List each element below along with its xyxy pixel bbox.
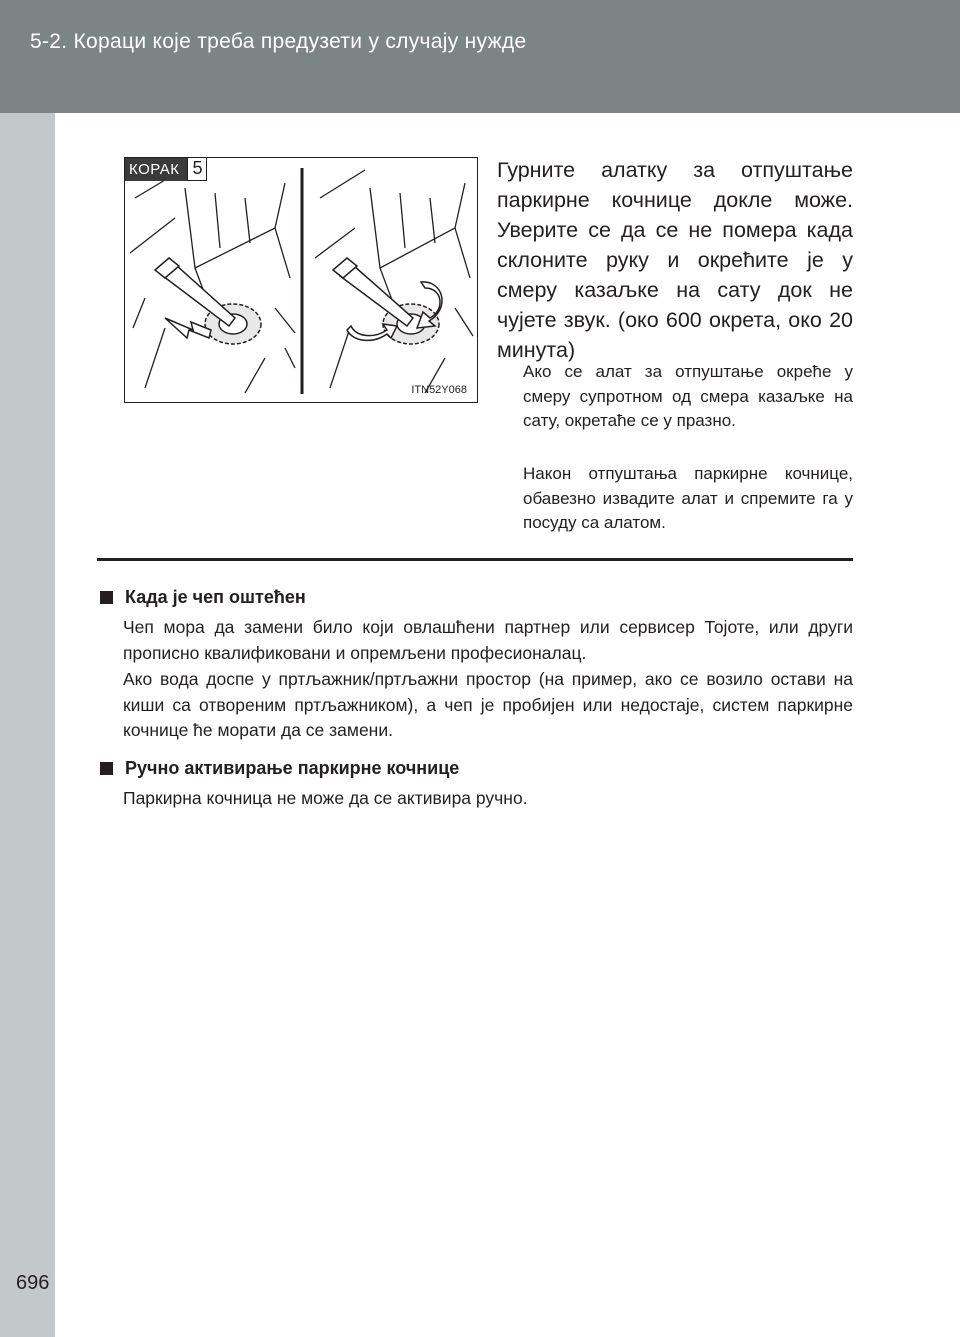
step-illustration xyxy=(124,157,478,403)
section-heading-damaged-plug xyxy=(100,587,306,608)
section-heading-manual-activation xyxy=(100,758,459,779)
step-number: 5 xyxy=(187,158,207,181)
paragraph: Паркирна кочница не може да се активира ручно. xyxy=(123,788,528,808)
step-note-2: Након отпуштања паркирне кочнице, обавезно извадите алат и спремите га у посуду са алатом. xyxy=(523,464,853,532)
arrow-icon xyxy=(165,318,211,338)
figure-code: ITN52Y068 xyxy=(411,384,467,396)
step-instruction: Гурните алатку за отпуштање паркирне кочнице докле може. Уверите се да се не помера када склоните руку и окрећите је у смеру казаљке на сату док не чујете звук. (око 600 окрета, око 20 минута) xyxy=(497,158,853,362)
paragraph: Чеп мора да замени било који овлашћени партнер или сервисер Тојоте, или други прописно квалификовани и опремљени професионалац. xyxy=(123,617,853,663)
paragraph: Ако вода доспе у пртљажник/пртљажни простор (на пример, ако се возило остави на киши са отвореним пртљажником), а чеп је пробијен или недостаје, систем паркирне кочнице ће морати да се замени. xyxy=(123,669,853,740)
section-heading-text: Ручно активирање паркирне кочнице xyxy=(125,758,460,778)
step-note-1: Ако се алат за отпуштање окреће у смеру супротном од смера казаљке на сату, окретаће се у празно. xyxy=(523,362,853,430)
illustration-drawing xyxy=(125,158,478,403)
page-number: 696 xyxy=(16,1272,50,1294)
section-heading-text: Када је чеп оштећен xyxy=(125,587,306,607)
section-title: 5-2. Кораци које треба предузети у случају нужде xyxy=(30,30,527,53)
step-badge xyxy=(125,158,207,181)
page-header xyxy=(0,0,960,113)
step-label: КОРАК xyxy=(125,158,187,181)
square-bullet-icon xyxy=(100,591,113,604)
divider xyxy=(97,558,853,561)
side-band xyxy=(0,113,55,1337)
square-bullet-icon xyxy=(100,762,113,775)
